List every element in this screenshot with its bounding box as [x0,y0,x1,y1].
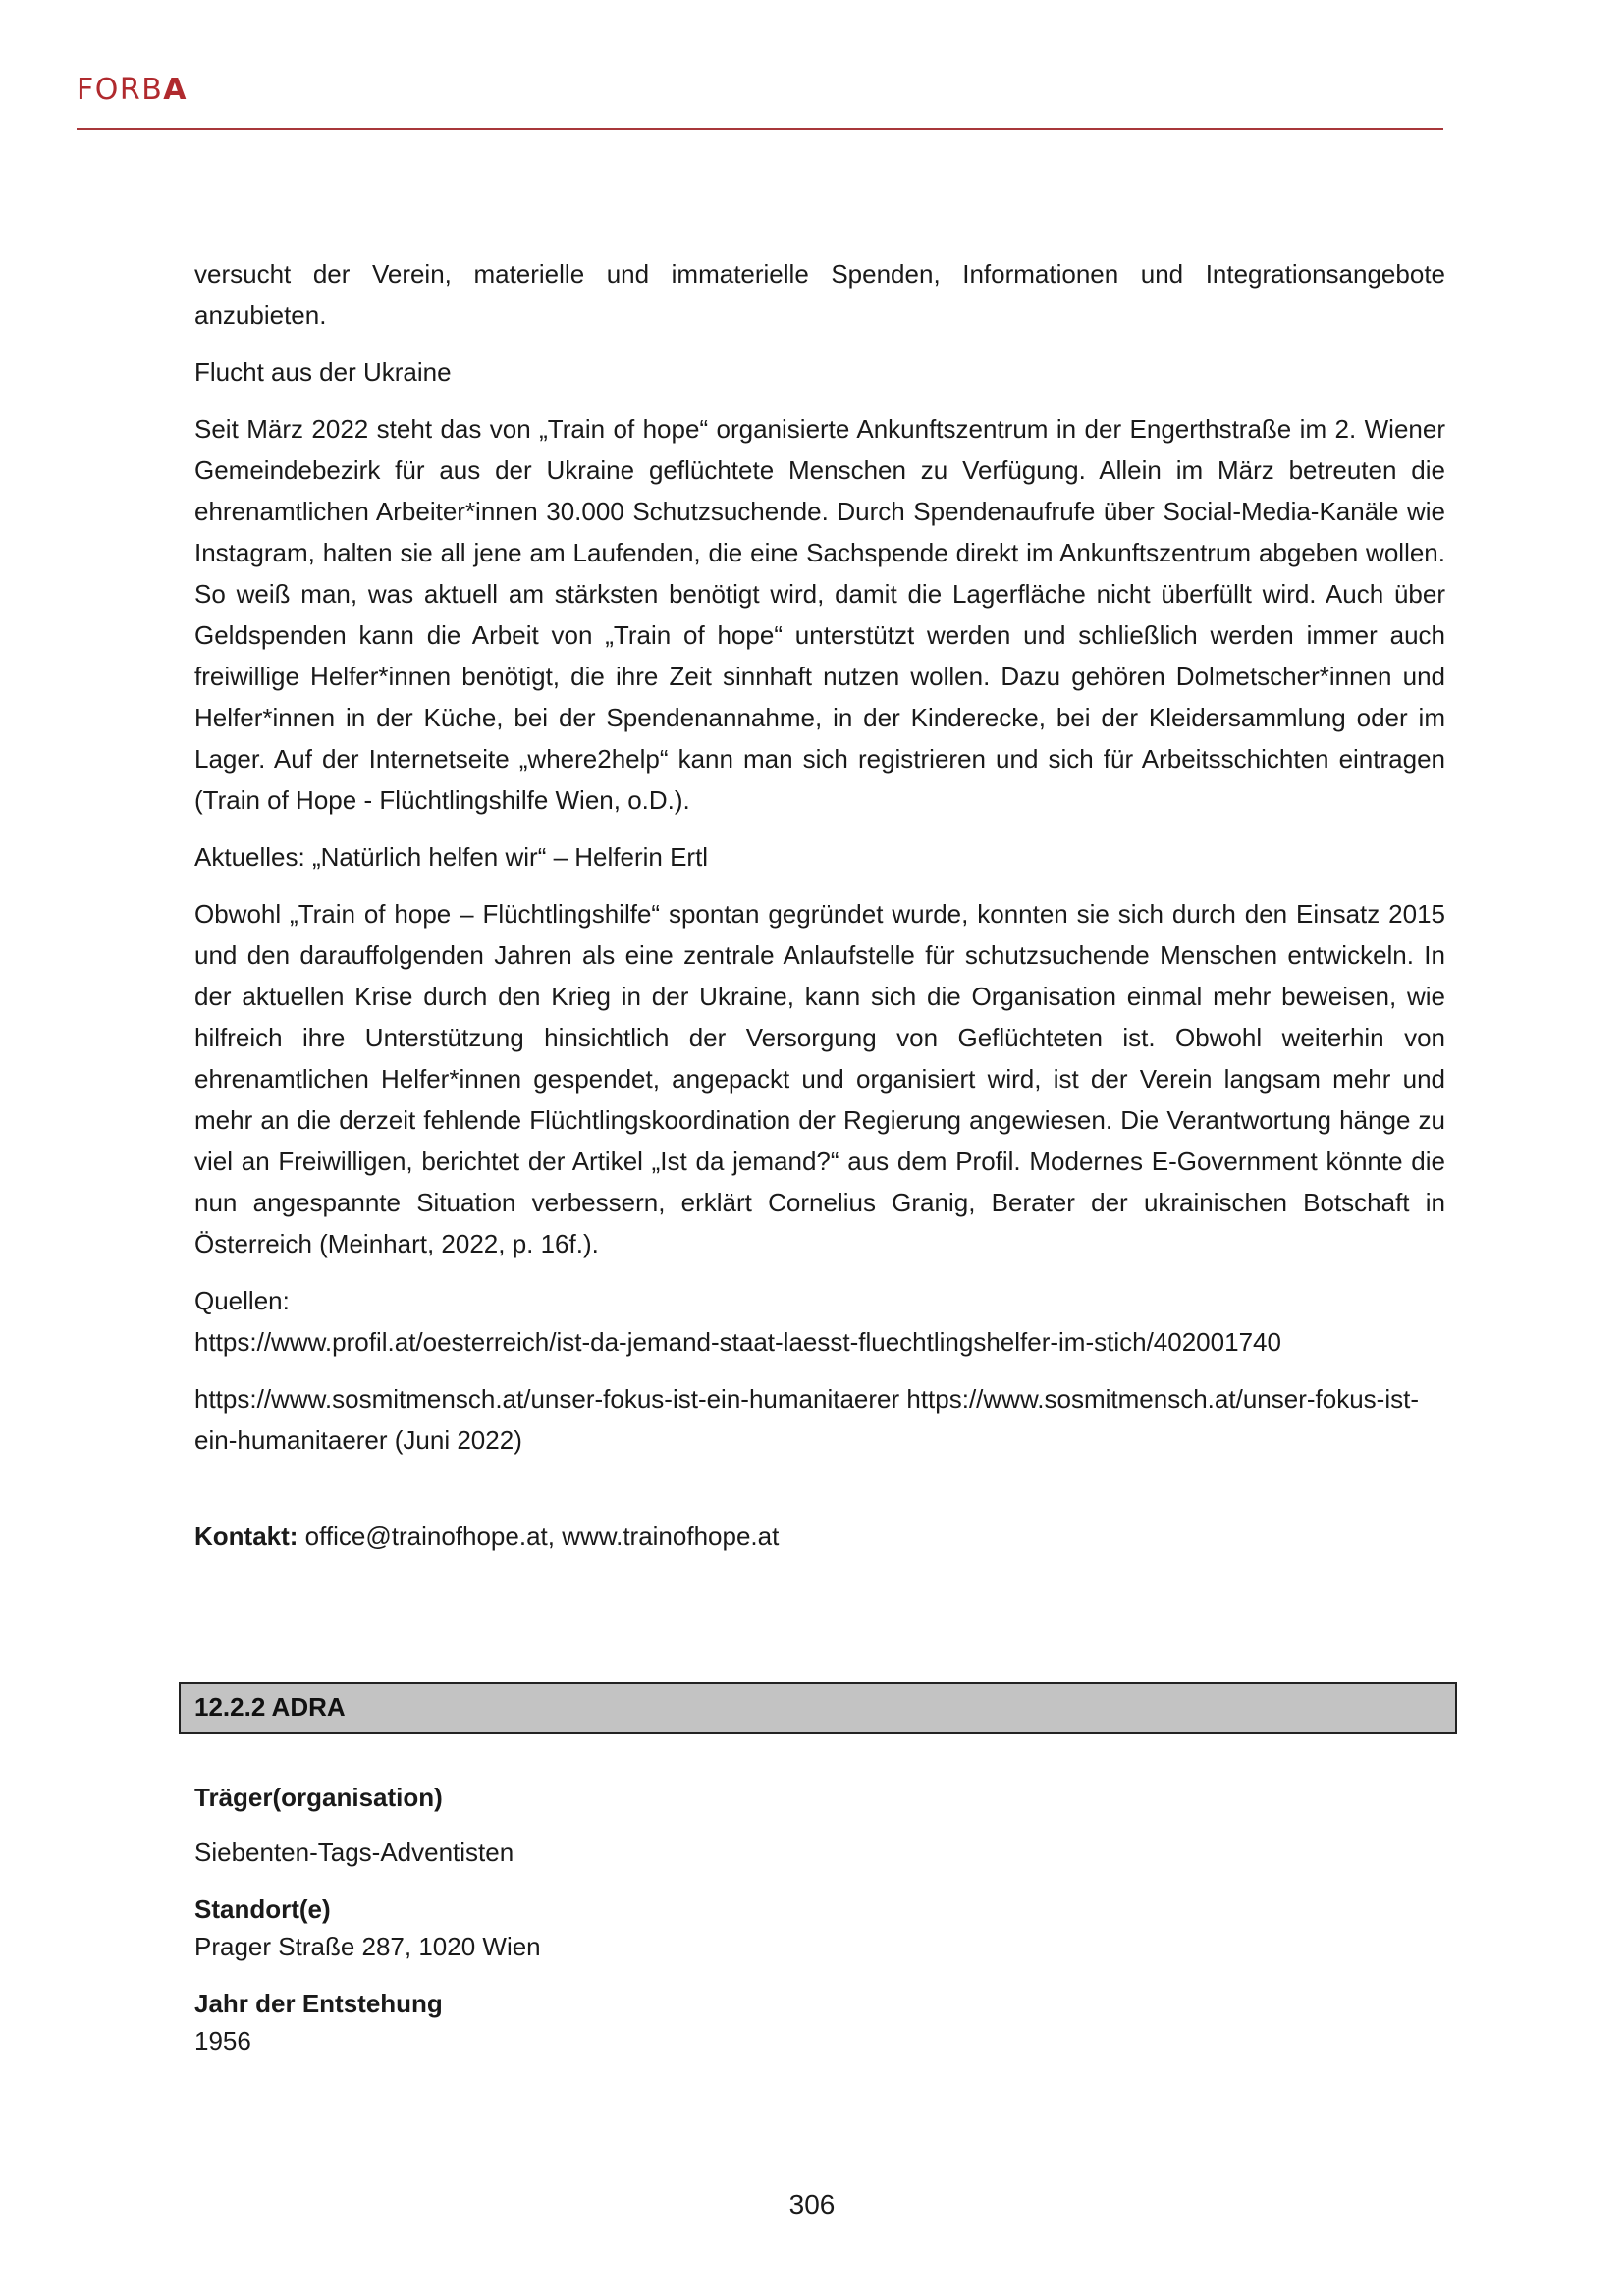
paragraph-aktuelles: Obwohl „Train of hope – Flüchtlingshilfe“ spontan gegründet wurde, konnten sie sich durch den Einsatz 2015 und den darauffolgenden Jahren als eine zentrale Anlaufstelle für schutzsuchende Menschen entwickeln. In der aktuellen Krise durch den Krieg in der Ukraine, kann sich die Organisation einmal mehr beweisen, wie hilfreich ihre Unterstützung hinsichtlich der Versorgung von Geflüchteten ist. Obwohl weiterhin von ehrenamtlichen Helfer*innen gespendet, angepackt und organisiert wird, ist der Verein langsam mehr und mehr an die derzeit fehlende Flüchtlingskoordination der Regierung angewiesen. Die Verantwortung hänge zu viel an Freiwilligen, berichtet der Artikel „Ist da jemand?“ aus dem Profil. Modernes E-Government könnte die nun angespannte Situation verbessern, erklärt Cornelius Granig, Berater der ukrainischen Botschaft in Österreich (Meinhart, 2022, p. 16f.). [194,899,1445,1258]
source-link-2[interactable]: https://www.sosmitmensch.at/unser-fokus-ist-ein-humanitaerer https://www.sosmitmensch.at/unser-fokus-ist-ein-humanitaerer (Juni 2022) [194,1384,1419,1455]
jahr-label: Jahr der Entstehung [194,1989,443,2018]
organisation-info [194,1779,1445,2059]
traeger-label: Träger(organisation) [194,1783,443,1812]
paragraph-intro: versucht der Verein, materielle und immaterielle Spenden, Informationen und Integrationsangebote anzubieten. [194,259,1445,330]
traeger-value: Siebenten-Tags-Adventisten [194,1838,514,1867]
contact-value[interactable]: office@trainofhope.at, www.trainofhope.at [304,1522,780,1551]
contact-label: Kontakt: [194,1522,298,1551]
forba-logo [77,73,188,107]
standort-value: Prager Straße 287, 1020 Wien [194,1932,541,1961]
logo-text-bold: A [163,73,189,107]
contact-line [194,1516,1445,1557]
section-title: 12.2.2 ADRA [194,1692,346,1722]
jahr-value: 1956 [194,2026,251,2056]
header-divider [77,128,1443,130]
standort-label: Standort(e) [194,1895,331,1924]
page-number: 306 [788,2189,836,2219]
subheading-aktuelles: Aktuelles: „Natürlich helfen wir“ – Helferin Ertl [194,842,709,872]
source-link-1[interactable]: https://www.profil.at/oesterreich/ist-da-jemand-staat-laesst-fluechtlingshelfer-im-stich/402001740 [194,1327,1281,1357]
paragraph-ankunftszentrum: Seit März 2022 steht das von „Train of hope“ organisierte Ankunftszentrum in der Engerthstraße im 2. Wiener Gemeindebezirk für aus der Ukraine geflüchtete Menschen zu Verfügung. Allein im März betreuten die ehrenamtlichen Arbeiter*innen 30.000 Schutzsuchende. Durch Spendenaufrufe über Social-Media-Kanäle wie Instagram, halten sie all jene am Laufenden, die eine Sachspende direkt im Ankunftszentrum abgeben wollen. So weiß man, was aktuell am stärksten benötigt wird, damit die Lagerfläche nicht überfüllt wird. Auch über Geldspenden kann die Arbeit von „Train of hope“ unterstützt werden und schließlich werden immer auch freiwillige Helfer*innen benötigt, die ihre Zeit sinnhaft nutzen wollen. Dazu gehören Dolmetscher*innen und Helfer*innen in der Küche, bei der Spendenannahme, in der Kinderecke, bei der Kleidersammlung oder im Lager. Auf der Internetseite „where2help“ kann man sich registrieren und sich für Arbeitsschichten eintragen (Train of Hope - Flüchtlingshilfe Wien, o.D.). [194,414,1445,815]
subheading-flucht: Flucht aus der Ukraine [194,357,452,387]
main-content [194,253,1445,1573]
section-header-adra [179,1682,1457,1734]
sources-label: Quellen: [194,1286,290,1315]
logo-text: FORB [77,73,164,107]
